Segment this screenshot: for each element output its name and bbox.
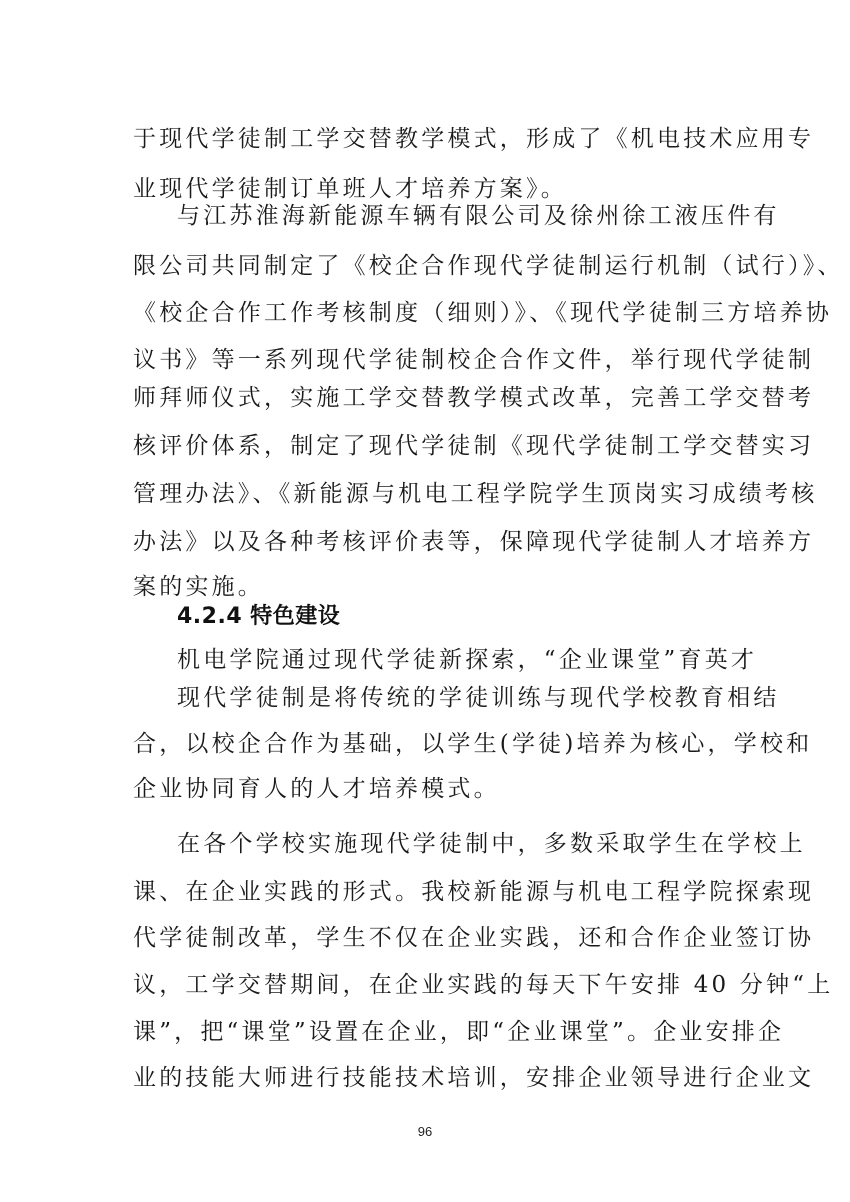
text-line: 业的技能大师进行技能技术培训，安排企业领导进行企业文 (133, 1065, 815, 1091)
text-line: 师拜师仪式，实施工学交替教学模式改革，完善工学交替考 (133, 385, 815, 411)
text-line: 核评价体系，制定了现代学徒制《现代学徒制工学交替实习 (133, 433, 815, 459)
text-line: 课”，把“课堂”设置在企业，即“企业课堂”。企业安排企 (133, 1019, 785, 1045)
text-line: 办法》以及各种考核评价表等，保障现代学徒制人才培养方 (133, 529, 815, 555)
text-line: 《校企合作工作考核制度（细则）》、《现代学徒制三方培养协 (133, 300, 833, 326)
text-line: 于现代学徒制工学交替教学模式，形成了《机电技术应用专 (133, 126, 815, 152)
text-line: 案的实施。 (133, 574, 264, 600)
text-line: 在各个学校实施现代学徒制中，多数采取学生在学校上 (177, 831, 806, 857)
page-number: 96 (417, 1124, 433, 1139)
text-line: 业现代学徒制订单班人才培养方案》。 (133, 176, 567, 202)
text-line: 管理办法》、《新能源与机电工程学院学生顶岗实习成绩考核 (133, 481, 818, 507)
text-line: 企业协同育人的人才培养模式。 (133, 776, 500, 802)
section-heading: 4.2.4 特色建设 (177, 604, 341, 629)
subtitle: 机电学院通过现代学徒新探索，“企业课堂”育英才 (177, 647, 758, 673)
text-line: 现代学徒制是将传统的学徒训练与现代学校教育相结 (177, 685, 780, 711)
text-line: 议，工学交替期间，在企业实践的每天下午安排 40 分钟“上 (133, 972, 834, 998)
text-line: 合，以校企合作为基础，以学生(学徒)培养为核心，学校和 (133, 731, 813, 757)
text-line: 课、在企业实践的形式。我校新能源与机电工程学院探索现 (133, 879, 815, 905)
text-line: 限公司共同制定了《校企合作现代学徒制运行机制（试行）》、 (133, 253, 844, 279)
text-line: 代学徒制改革，学生不仅在企业实践，还和合作企业签订协 (133, 925, 815, 951)
text-line: 与江苏淮海新能源车辆有限公司及徐州徐工液压件有 (177, 203, 780, 229)
text-line: 议书》等一系列现代学徒制校企合作文件，举行现代学徒制 (133, 347, 815, 373)
